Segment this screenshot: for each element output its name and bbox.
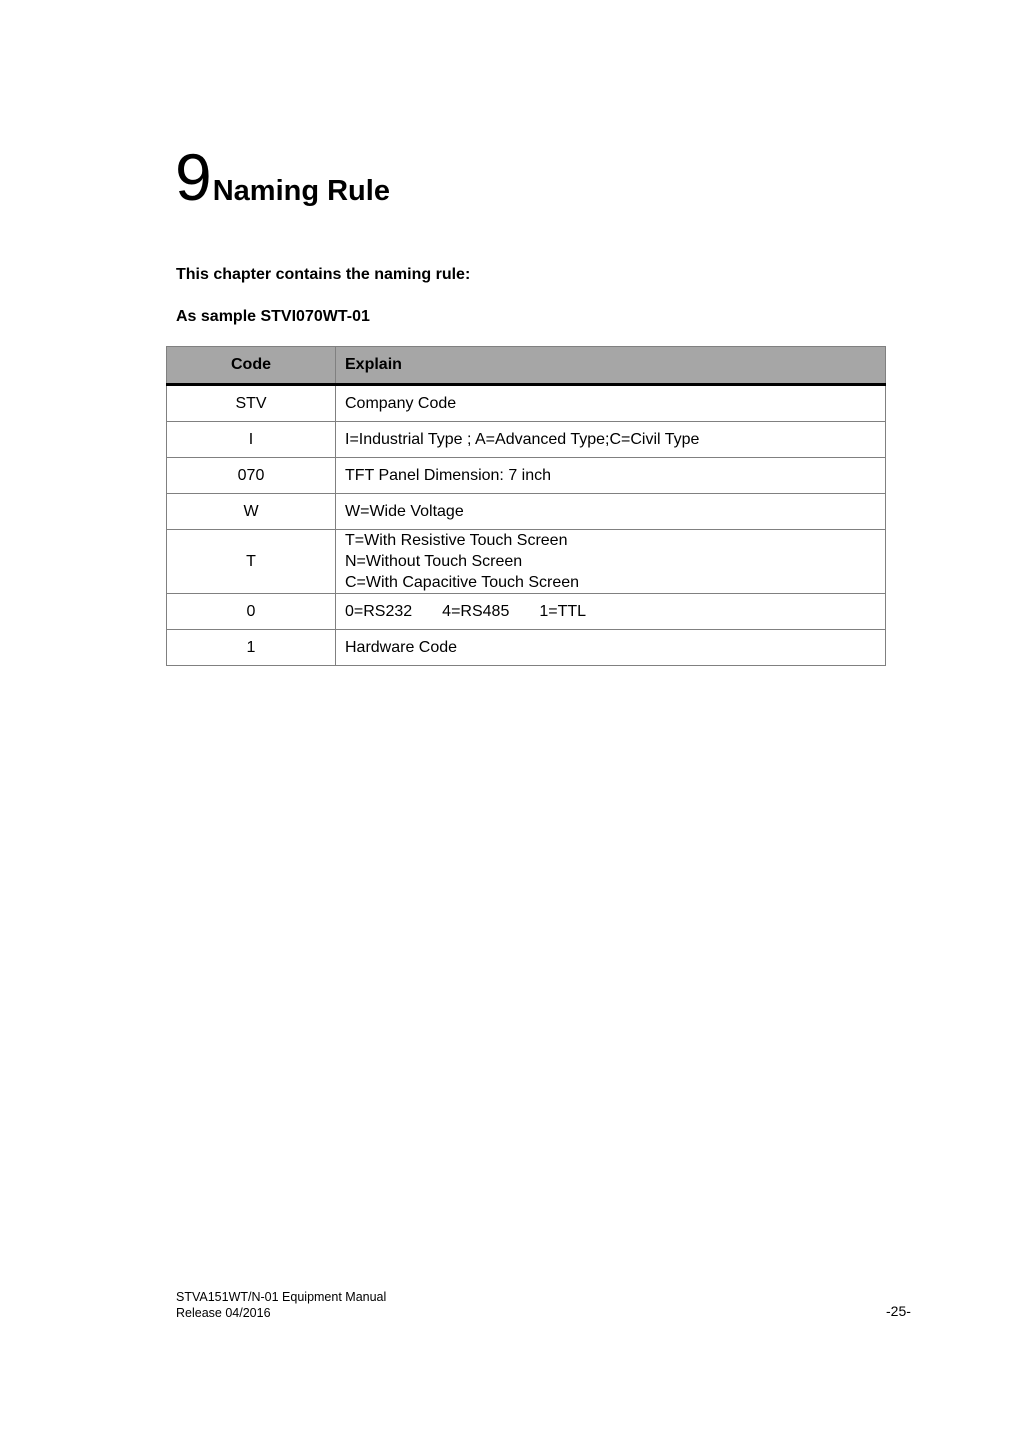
footer-release: Release 04/2016: [176, 1306, 271, 1320]
cell-explain: [336, 385, 886, 422]
sample-text: As sample STVI070WT-01: [176, 308, 370, 325]
explain-line: Company Code: [345, 395, 457, 412]
footer-info: [176, 1289, 386, 1321]
header-code: Code: [167, 347, 336, 385]
table-header-row: [167, 347, 886, 385]
cell-code: 1: [167, 630, 336, 666]
explain-line: TFT Panel Dimension: 7 inch: [345, 467, 552, 484]
cell-explain: [336, 530, 886, 594]
cell-code: STV: [167, 385, 336, 422]
table-row: [167, 458, 886, 494]
table-row: [167, 422, 886, 458]
explain-line: N=Without Touch Screen: [345, 553, 523, 570]
table-row: [167, 494, 886, 530]
cell-explain: [336, 494, 886, 530]
cell-code: 070: [167, 458, 336, 494]
chapter-title: Naming Rule: [212, 175, 390, 207]
explain-part: 4=RS485: [442, 603, 510, 620]
table-row: [167, 594, 886, 630]
explain-line: T=With Resistive Touch Screen: [345, 532, 568, 549]
cell-explain: [336, 458, 886, 494]
table-row: [167, 385, 886, 422]
chapter-heading: [175, 140, 390, 220]
explain-line: W=Wide Voltage: [345, 503, 464, 520]
cell-code: I: [167, 422, 336, 458]
naming-rule-table: [166, 346, 886, 666]
explain-line: C=With Capacitive Touch Screen: [345, 574, 580, 591]
cell-code: 0: [167, 594, 336, 630]
cell-code: T: [167, 530, 336, 594]
intro-text: This chapter contains the naming rule:: [176, 266, 471, 283]
explain-part: 1=TTL: [539, 603, 587, 620]
table-row: [167, 630, 886, 666]
table-row: [167, 530, 886, 594]
explain-line: I=Industrial Type ; A=Advanced Type;C=Civil Type: [345, 431, 700, 448]
chapter-number: 9: [175, 140, 212, 214]
explain-line: Hardware Code: [345, 639, 458, 656]
explain-part: 0=RS232: [345, 603, 413, 620]
footer-manual: STVA151WT/N-01 Equipment Manual: [176, 1290, 387, 1304]
cell-explain: [336, 630, 886, 666]
cell-explain: [336, 422, 886, 458]
cell-code: W: [167, 494, 336, 530]
header-explain: Explain: [336, 347, 886, 385]
page-number: -25-: [886, 1303, 911, 1319]
cell-explain: [336, 594, 886, 630]
